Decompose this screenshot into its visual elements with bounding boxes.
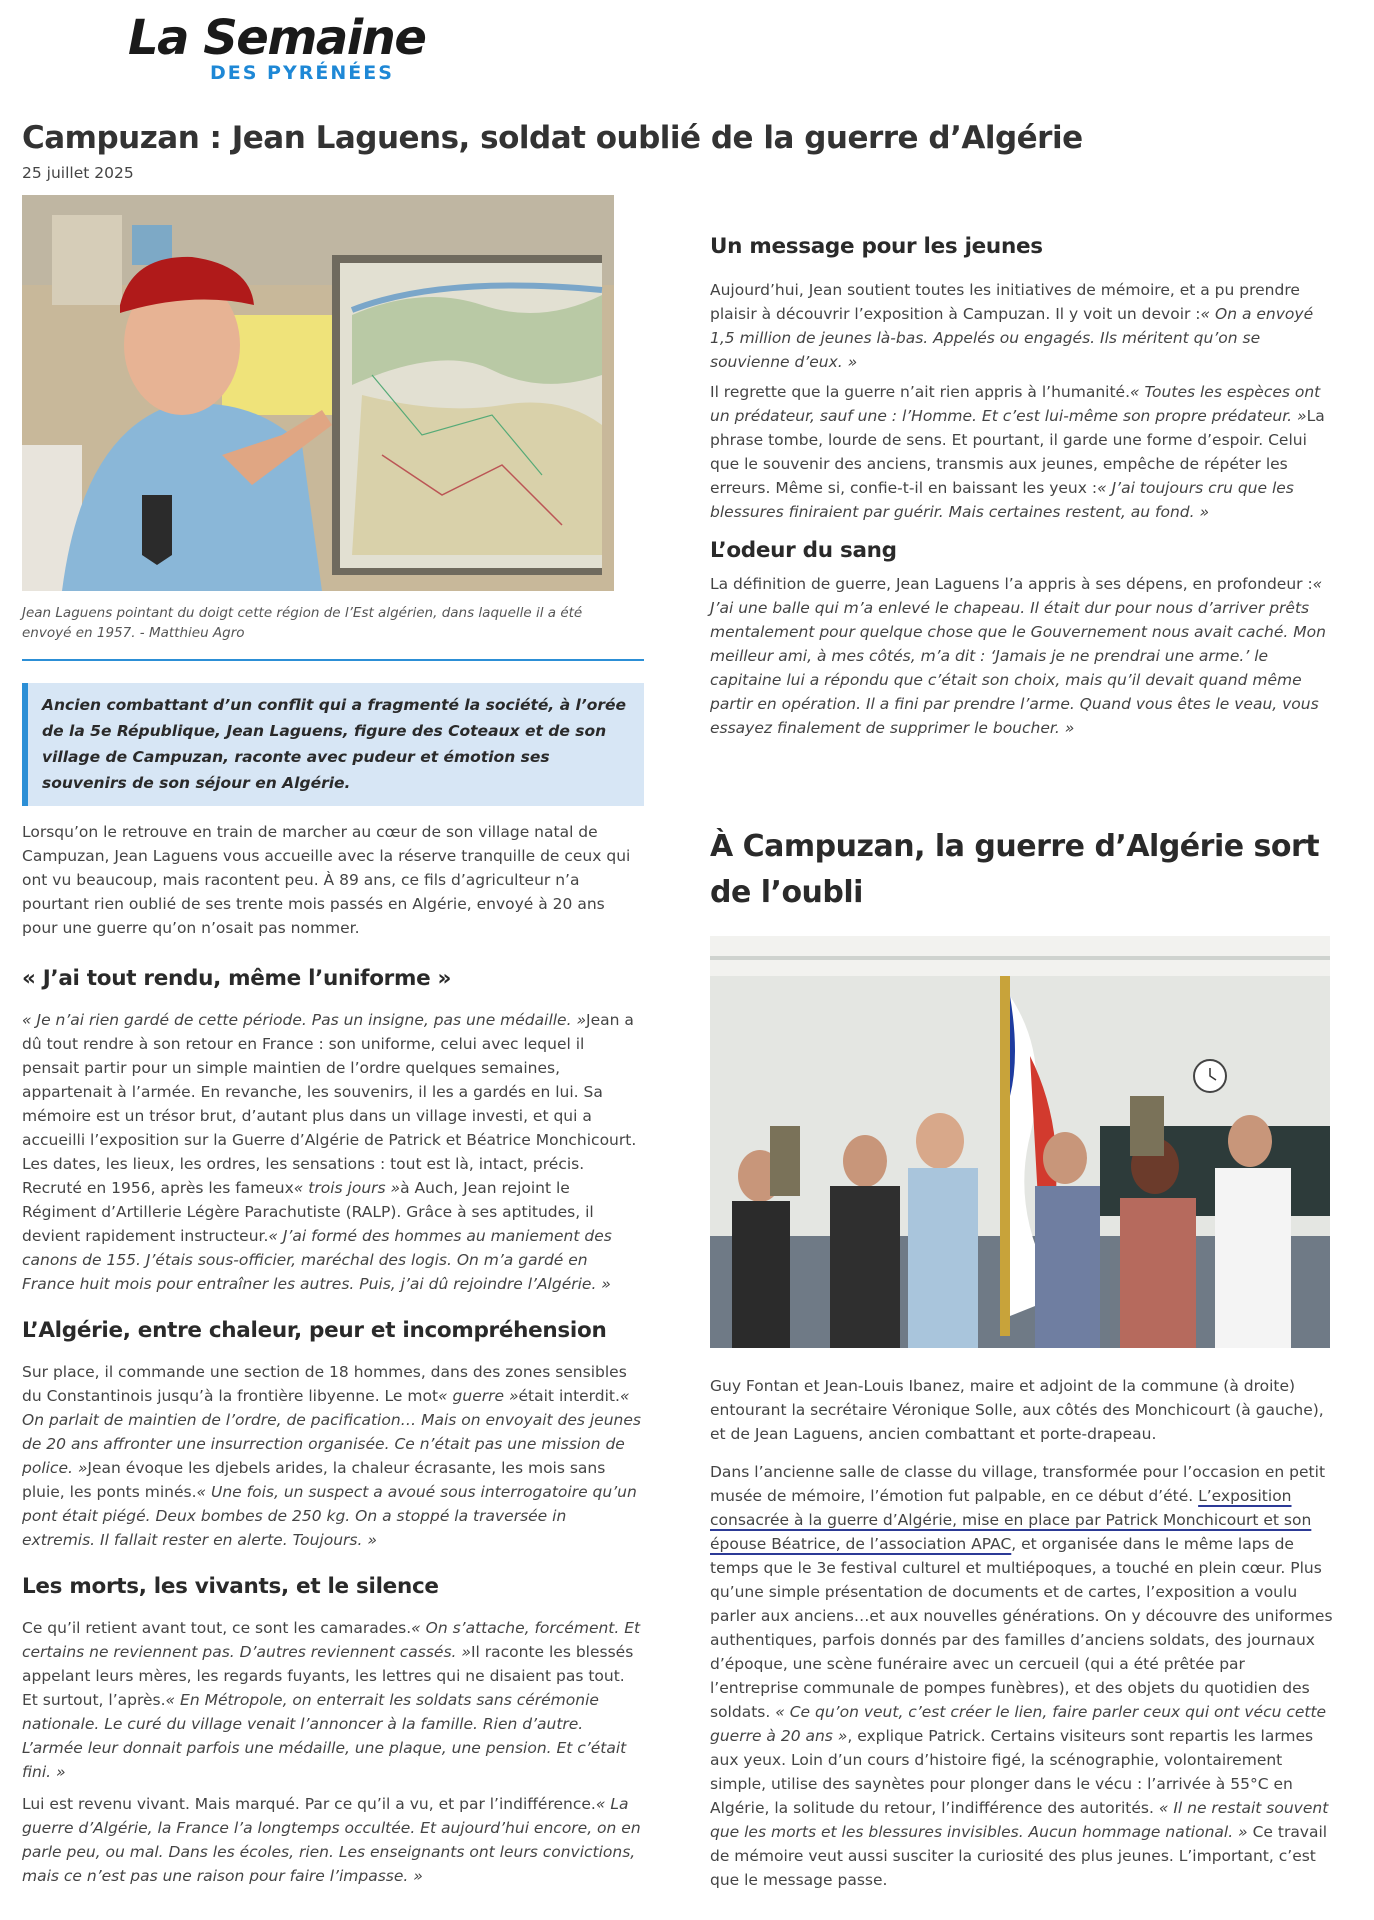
- text-span: Il regrette que la guerre n’ait rien appris à l’humanité.: [710, 383, 1131, 401]
- quote-span: « Je n’ai rien gardé de cette période. Pas un insigne, pas une médaille. »: [22, 1011, 587, 1029]
- text-span: La phrase tombe, lourde de sens. Et pourtant, il garde une forme d’espoir. Celui que le souvenir des anciens, transmis aux jeunes, empêche de répéter les erreurs. Même si, confie-t-il en baissant les yeux :: [710, 407, 1325, 497]
- section-paragraph-uniforme: [22, 1008, 644, 1296]
- text-span: Jean évoque les djebels arides, la chaleur écrasante, les mois sans pluie, les ponts minés.: [22, 1459, 606, 1501]
- text-span: La définition de guerre, Jean Laguens l’a appris à ses dépens, en profondeur :: [710, 575, 1313, 593]
- quote-span: « La guerre d’Algérie, la France l’a longtemps occultée. Et aujourd’hui encore, on en parle peu, ou mal. Dans les écoles, rien. Les enseignants ont leurs convictions, mais ce n’est pas une raison pour faire l’impasse. »: [22, 1795, 641, 1885]
- section-paragraph-campuzan: [710, 1460, 1338, 1892]
- text-span: Ce travail de mémoire veut aussi susciter la curiosité des plus jeunes. L’important, c’est que le message passe.: [710, 1823, 1328, 1889]
- text-span: Il raconte les blessés appelant leurs mères, les regards fuyants, les lettres qui ne disaient pas tout. Et surtout, l’après.: [22, 1643, 634, 1709]
- text-span: à Auch, Jean rejoint le Régiment d’Artillerie Légère Parachutiste (RALP). Grâce à ses aptitudes, il devient rapidement instructeur.: [22, 1179, 594, 1245]
- quote-span: « J’ai formé des hommes au maniement des canons de 155. J’étais sous-officier, maréchal des logis. On m’a gardé en France huit mois pour entraîner les autres. Puis, j’ai dû rejoindre l’Algérie. »: [22, 1227, 612, 1293]
- section-paragraph-silence-2: [22, 1792, 644, 1888]
- text-span: Aujourd’hui, Jean soutient toutes les initiatives de mémoire, et a pu prendre plaisir à découvrir l’exposition à Campuzan. Il y voit un devoir :: [710, 281, 1300, 323]
- article-photo-map: [22, 195, 614, 591]
- text-span: Lui est revenu vivant. Mais marqué. Par ce qu’il a vu, et par l’indifférence.: [22, 1795, 596, 1813]
- quote-span: « Ce qu’on veut, c’est créer le lien, faire parler ceux qui ont vécu cette guerre à 20 ans »: [710, 1703, 1327, 1745]
- text-span: , et organisée dans le même laps de temps que le 3e festival culturel et multiépoques, a touché en plein cœur. Plus qu’une simple présentation de documents et de cartes, l’exposition a voulu parler aux anciens…et aux nouvelles générations. On y découvre des uniformes authentiques, parfois donnés par des familles d’anciens soldats, des journaux d’époque, une scène funéraire avec un cercueil (qui a été prêtée par l’entreprise communale de pompes funèbres), et des objets du quotidien des soldats.: [710, 1535, 1333, 1721]
- intro-paragraph: Lorsqu’on le retrouve en train de marcher au cœur de son village natal de Campuzan, Jean Laguens vous accueille avec la réserve tranquille de ceux qui ont vu beaucoup, mais racontent peu. À 89 ans, ce fils d’agriculteur n’a pourtant rien oublié de ses trente mois passés en Algérie, envoyé à 20 ans pour une guerre qu’on n’osait pas nommer.: [22, 823, 631, 937]
- section-paragraph-jeunes-1: [710, 278, 1338, 374]
- text-span: Dans l’ancienne salle de classe du village, transformée pour l’occasion en petit musée de mémoire, l’émotion fut palpable, en ce début d’été.: [710, 1463, 1326, 1505]
- article-lead: [22, 683, 644, 806]
- article-photo-group: [710, 936, 1330, 1348]
- section-heading-silence: Les morts, les vivants, et le silence: [22, 1574, 439, 1599]
- photo-group-illustration: [710, 936, 1330, 1348]
- text-span: était interdit.: [518, 1387, 620, 1405]
- section-heading-campuzan: À Campuzan, la guerre d’Algérie sort de l’oubli: [710, 829, 1320, 910]
- photo-caption-map: Jean Laguens pointant du doigt cette région de l’Est algérien, dans laquelle il a été envoyé en 1957. - Matthieu Agro: [22, 605, 583, 641]
- quote-span: « On s’attache, forcément. Et certains ne reviennent pas. D’autres reviennent cassés. »: [22, 1619, 641, 1661]
- logo-subtitle: DES PYRÉNÉES: [210, 62, 394, 84]
- article-title: Campuzan : Jean Laguens, soldat oublié de la guerre d’Algérie: [22, 120, 1083, 156]
- quote-span: « trois jours »: [293, 1179, 401, 1197]
- quote-span: « Toutes les espèces ont un prédateur, sauf une : l’Homme. Et c’est lui-même son propre prédateur. »: [710, 383, 1321, 425]
- lead-text: Ancien combattant d’un conflit qui a fragmenté la société, à l’orée de la 5e République, Jean Laguens, figure des Coteaux et de son village de Campuzan, raconte avec pudeur et émotion ses souvenirs de son séjour en Algérie.: [42, 696, 627, 792]
- quote-span: « J’ai une balle qui m’a enlevé le chapeau. Il était dur pour nous d’arriver prêts mentalement pour quelque chose que le Gouvernement nous avait caché. Mon meilleur ami, à mes côtés, m’a dit : ‘Jamais je ne prendrai une arme.’ le capitaine lui a répondu que c’était son choix, mais qu’il devait quand même partir en opération. Il a fini par prendre l’arme. Quand vous êtes le veau, vous essayez finalement de supprimer le boucher. »: [710, 575, 1326, 737]
- section-heading-algerie: L’Algérie, entre chaleur, peur et incompréhension: [22, 1318, 607, 1343]
- caption-divider: [22, 659, 644, 661]
- section-paragraph-silence-1: [22, 1616, 644, 1784]
- right-column: [710, 195, 1338, 1892]
- photo-map-illustration: [22, 195, 614, 591]
- text-span: Ce qu’il retient avant tout, ce sont les camarades.: [22, 1619, 412, 1637]
- section-paragraph-algerie: [22, 1360, 644, 1552]
- quote-span: « guerre »: [438, 1387, 519, 1405]
- site-logo[interactable]: [128, 12, 448, 92]
- section-paragraph-jeunes-2: [710, 380, 1338, 524]
- section-heading-sang: L’odeur du sang: [710, 538, 897, 563]
- quote-span: « Il ne restait souvent que les morts et les blessures invisibles. Aucun hommage national. »: [710, 1799, 1329, 1841]
- section-heading-jeunes: Un message pour les jeunes: [710, 234, 1043, 259]
- quote-span: « On parlait de maintien de l’ordre, de pacification… Mais on envoyait des jeunes de 20 ans affronter une insurrection organisée. Ce n’était pas une mission de police. »: [22, 1387, 641, 1477]
- logo-wordmark: La Semaine: [128, 10, 426, 66]
- text-span: Jean a dû tout rendre à son retour en France : son uniforme, celui avec lequel il pensait partir pour un simple maintien de l’ordre quelques semaines, appartenait à l’armée. En revanche, les souvenirs, il les a gardés en lui. Sa mémoire est un trésor brut, d’autant plus dans un village investi, et qui a accueilli l’exposition sur la Guerre d’Algérie de Patrick et Béatrice Monchicourt. Les dates, les lieux, les ordres, les sensations : tout est là, intact, précis. Recruté en 1956, après les fameux: [22, 1011, 637, 1197]
- text-span: Sur place, il commande une section de 18 hommes, dans des zones sensibles du Constantinois jusqu’à la frontière libyenne. Le mot: [22, 1363, 627, 1405]
- section-heading-uniforme: « J’ai tout rendu, même l’uniforme »: [22, 966, 452, 991]
- quote-span: « Une fois, un suspect a avoué sous interrogatoire qu’un pont était piégé. Deux bombes de 250 kg. On a stoppé la traversée in extremis. Il fallait rester en alerte. Toujours. »: [22, 1483, 637, 1549]
- photo-caption-group: Guy Fontan et Jean-Louis Ibanez, maire et adjoint de la commune (à droite) entourant la secrétaire Véronique Solle, aux côtés des Monchicourt (à gauche), et de Jean Laguens, ancien combattant et porte-drapeau.: [710, 1377, 1324, 1443]
- exposition-link[interactable]: L’exposition consacrée à la guerre d’Algérie, mise en place par Patrick Monchicourt et son épouse Béatrice, de l’association APAC: [710, 1487, 1312, 1553]
- section-paragraph-sang: [710, 572, 1338, 740]
- quote-span: « On a envoyé 1,5 million de jeunes là-bas. Appelés ou engagés. Ils méritent qu’on se souvienne d’eux. »: [710, 305, 1314, 371]
- left-column: [22, 195, 644, 1888]
- quote-span: « En Métropole, on enterrait les soldats sans cérémonie nationale. Le curé du village venait l’annoncer à la famille. Rien d’autre. L’armée leur donnait parfois une médaille, une plaque, une pension. Et c’était fini. »: [22, 1691, 627, 1781]
- text-span: , explique Patrick. Certains visiteurs sont repartis les larmes aux yeux. Loin d’un cours d’histoire figé, la scénographie, volontairement simple, utilise des saynètes pour plonger dans le vécu : l’arrivée à 55°C en Algérie, la solitude du retour, l’indifférence des autorités.: [710, 1727, 1314, 1817]
- article-date: 25 juillet 2025: [22, 164, 134, 182]
- quote-span: « J’ai toujours cru que les blessures finiraient par guérir. Mais certaines restent, au fond. »: [710, 479, 1294, 521]
